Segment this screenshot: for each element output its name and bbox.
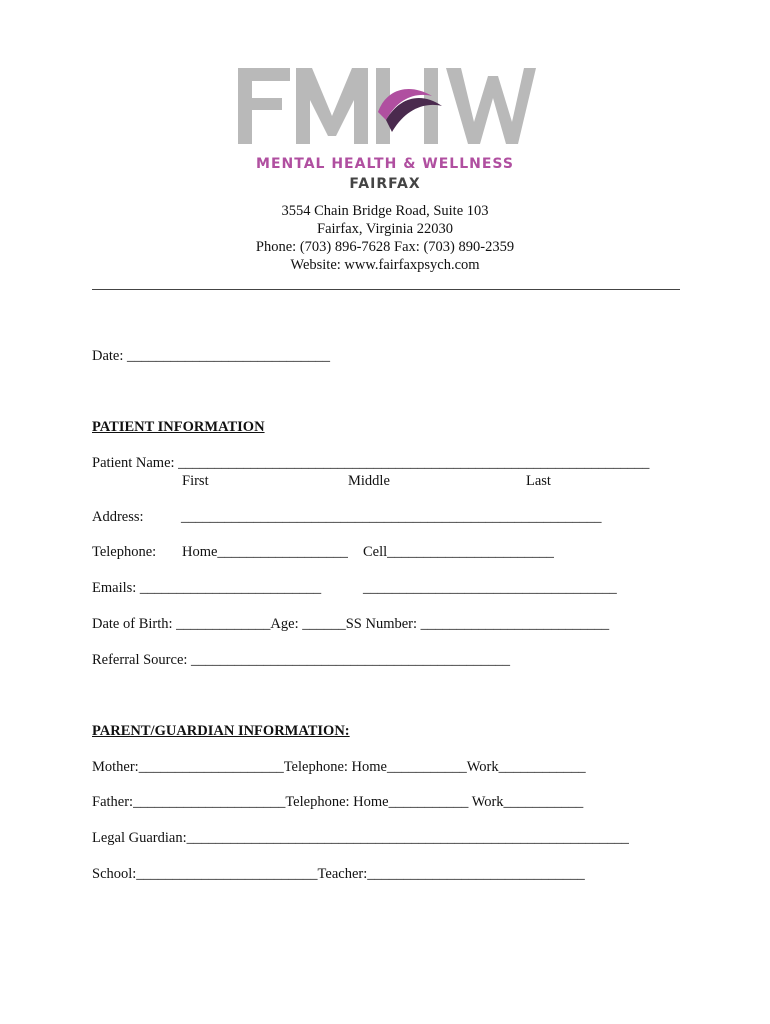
logo-tagline: MENTAL HEALTH & WELLNESS	[256, 156, 514, 172]
address-line-2: Fairfax, Virginia 22030	[317, 221, 453, 237]
emails-field[interactable]: Emails: _________________________	[92, 580, 322, 596]
telephone-cell-field[interactable]: Cell_______________________	[363, 544, 554, 560]
telephone-label: Telephone:	[92, 544, 157, 560]
parent-guardian-heading: PARENT/GUARDIAN INFORMATION:	[92, 723, 350, 739]
address-field[interactable]: __________________________________________________________	[181, 509, 602, 525]
phone-fax: Phone: (703) 896-7628 Fax: (703) 890-2359	[255, 239, 515, 255]
name-first-label: First	[182, 473, 209, 489]
name-last-label: Last	[526, 473, 551, 489]
mother-row[interactable]: Mother:____________________Telephone: Home___________Work____________	[92, 759, 586, 775]
father-row[interactable]: Father:_____________________Telephone: Home___________ Work___________	[92, 794, 584, 810]
emails-field-2[interactable]: ___________________________________	[363, 580, 617, 596]
legal-guardian-row[interactable]: Legal Guardian:_____________________________________________________________	[92, 830, 629, 846]
address-line-1: 3554 Chain Bridge Road, Suite 103	[281, 203, 489, 219]
fmhw-logo	[236, 66, 536, 146]
telephone-home-field[interactable]: Home__________________	[182, 544, 348, 560]
patient-name-field[interactable]: Patient Name: _________________________________________________________________	[92, 455, 650, 471]
patient-info-heading: PATIENT INFORMATION	[92, 419, 265, 435]
date-field[interactable]: Date: ____________________________	[92, 348, 331, 364]
name-middle-label: Middle	[348, 473, 390, 489]
logo-city: FAIRFAX	[349, 176, 421, 192]
referral-source-field[interactable]: Referral Source: ____________________________________________	[92, 652, 511, 668]
header-divider	[92, 289, 680, 290]
dob-age-ss-row[interactable]: Date of Birth: _____________Age: ______SS Number: __________________________	[92, 616, 610, 632]
website: Website: www.fairfaxpsych.com	[290, 257, 480, 273]
address-label: Address:	[92, 509, 144, 525]
school-teacher-row[interactable]: School:_________________________Teacher:______________________________	[92, 866, 585, 882]
